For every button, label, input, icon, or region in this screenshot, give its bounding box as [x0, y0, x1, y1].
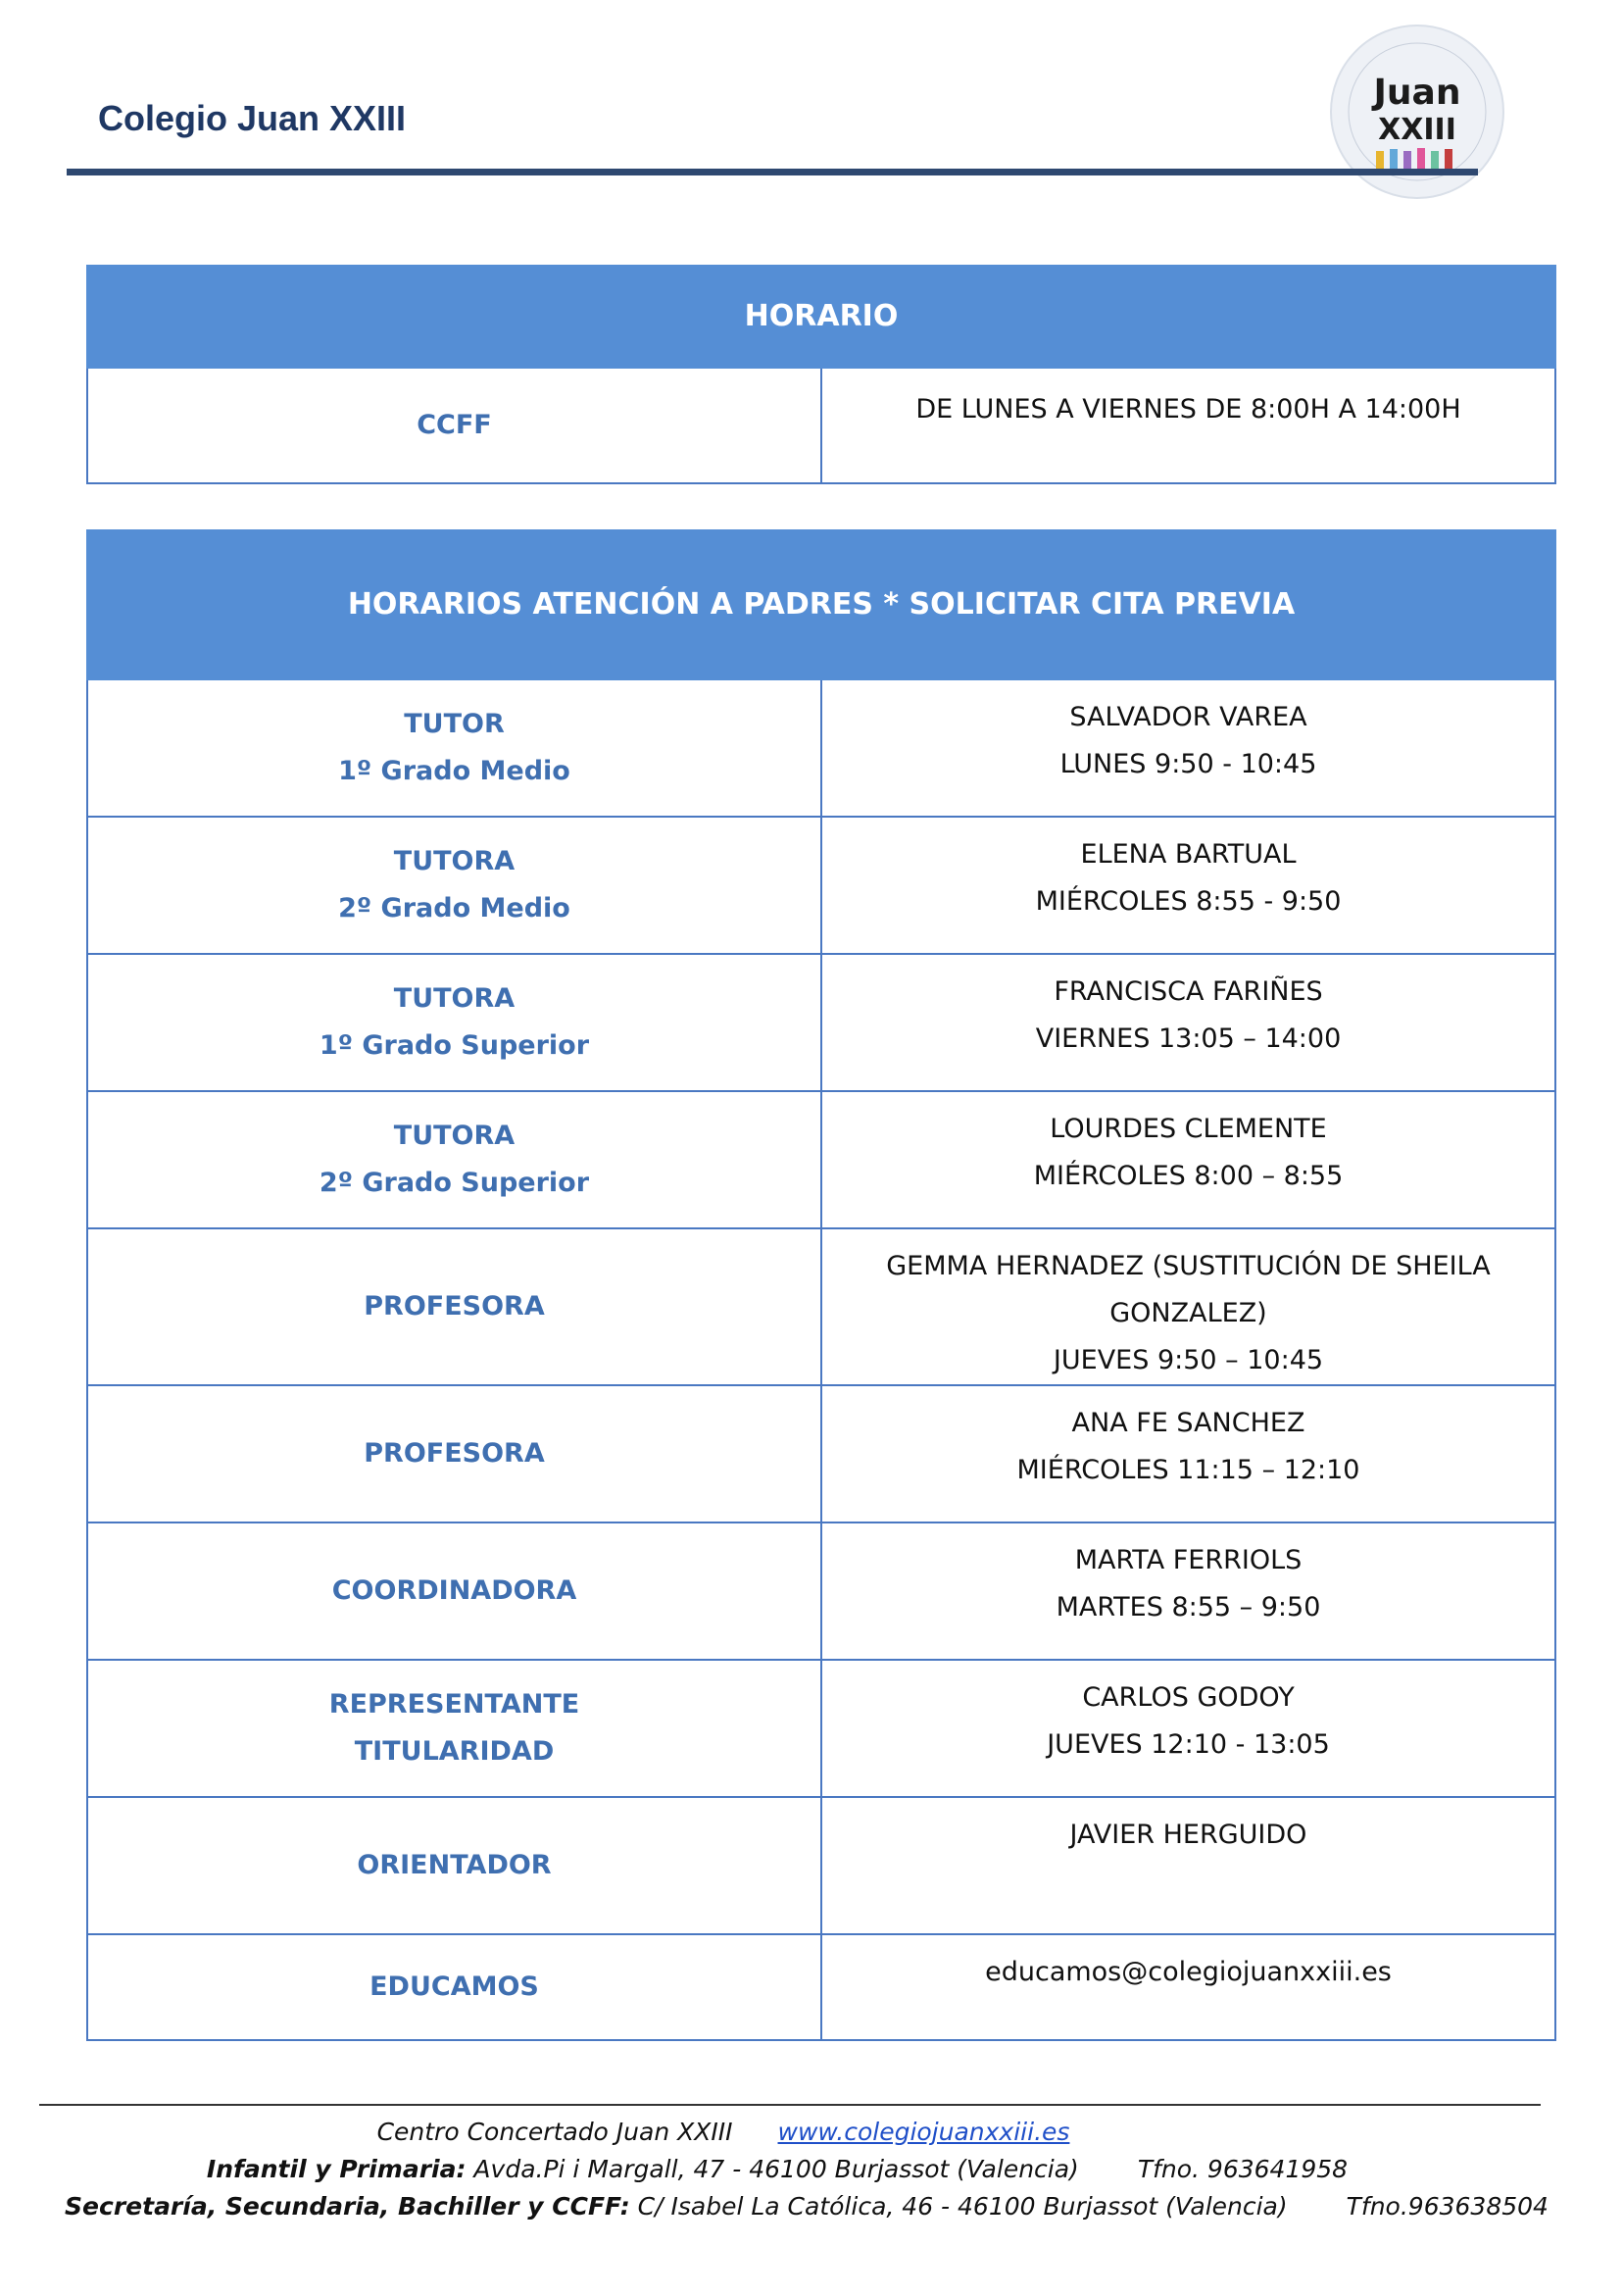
- page-footer: [0, 2114, 1623, 2225]
- row-person: FRANCISCA FARIÑES: [1054, 976, 1323, 1007]
- table-row: [87, 954, 1555, 1091]
- row-label: [87, 1660, 821, 1797]
- parent-hours-header-row: [87, 530, 1555, 679]
- table-row: [87, 1522, 1555, 1660]
- row-label-role: PROFESORA: [364, 1291, 545, 1322]
- row-value: [821, 679, 1555, 817]
- row-person: MARTA FERRIOLS: [1074, 1545, 1303, 1575]
- row-label-group: 1º Grado Medio: [338, 756, 570, 786]
- table-row: [87, 817, 1555, 954]
- row-label-role: TUTORA: [393, 1121, 516, 1151]
- footer-secretary-phone: Tfno.963638504: [1346, 2192, 1549, 2221]
- row-label: CCFF: [87, 368, 821, 483]
- row-label-role: PROFESORA: [364, 1438, 545, 1469]
- schedule-table-heading: HORARIO: [87, 266, 1555, 368]
- row-value: DE LUNES A VIERNES DE 8:00H A 14:00H: [821, 368, 1555, 483]
- parent-hours-heading: [87, 530, 1555, 679]
- row-person: ANA FE SANCHEZ: [1071, 1408, 1305, 1438]
- footer-secretary-address: C/ Isabel La Católica, 46 - 46100 Burjassot (Valencia): [629, 2192, 1288, 2221]
- footer-primary-phone: Tfno. 963641958: [1137, 2155, 1349, 2183]
- parent-hours-heading-line1: HORARIOS ATENCIÓN A PADRES: [347, 587, 873, 622]
- footer-secretary-label: Secretaría, Secundaria, Bachiller y CCFF:: [65, 2192, 630, 2221]
- row-label: [87, 817, 821, 954]
- table-row: [87, 1385, 1555, 1522]
- row-label: [87, 1522, 821, 1660]
- row-value: [821, 1522, 1555, 1660]
- footer-primary-address: Avda.Pi i Margall, 47 - 46100 Burjassot (Valencia): [466, 2155, 1079, 2183]
- row-label-role: TUTORA: [393, 983, 516, 1014]
- row-value: [821, 1385, 1555, 1522]
- footer-line-2: [0, 2151, 1623, 2188]
- footer-line-1: [0, 2114, 1623, 2151]
- table-row: [87, 679, 1555, 817]
- schedule-table-header-row: [87, 266, 1555, 368]
- row-value: [821, 1091, 1555, 1228]
- row-value: [821, 1660, 1555, 1797]
- header-divider: [67, 169, 1478, 175]
- row-label: [87, 1934, 821, 2040]
- row-time: JUEVES 9:50 – 10:45: [1053, 1345, 1324, 1375]
- row-person: LOURDES CLEMENTE: [1050, 1114, 1327, 1144]
- row-time: VIERNES 13:05 – 14:00: [1035, 1023, 1342, 1054]
- row-time: LUNES 9:50 - 10:45: [1059, 749, 1317, 779]
- row-person: JAVIER HERGUIDO: [1069, 1820, 1307, 1850]
- row-label-role: REPRESENTANTE: [328, 1689, 580, 1720]
- row-label-role: ORIENTADOR: [357, 1850, 552, 1880]
- row-label-group: TITULARIDAD: [354, 1736, 555, 1767]
- row-label: [87, 1797, 821, 1934]
- page-header-title: Colegio Juan XXIII: [98, 98, 407, 138]
- row-value: [821, 817, 1555, 954]
- row-label: [87, 1091, 821, 1228]
- row-label-group: 1º Grado Superior: [319, 1030, 590, 1061]
- row-time: JUEVES 12:10 - 13:05: [1047, 1729, 1330, 1760]
- row-value: [821, 1228, 1555, 1385]
- row-label-role: TUTORA: [393, 846, 516, 876]
- row-person: ELENA BARTUAL: [1080, 839, 1297, 870]
- row-value: [821, 1934, 1555, 2040]
- row-time: MIÉRCOLES 8:00 – 8:55: [1033, 1161, 1344, 1191]
- row-label: [87, 1228, 821, 1385]
- parent-hours-heading-line2: * SOLICITAR CITA PREVIA: [883, 587, 1296, 622]
- row-label-group: 2º Grado Medio: [338, 893, 570, 923]
- school-logo: [1319, 14, 1515, 210]
- row-time: MIÉRCOLES 11:15 – 12:10: [1016, 1455, 1360, 1485]
- row-label-role: TUTOR: [404, 709, 505, 739]
- row-label: [87, 954, 821, 1091]
- row-label-group: 2º Grado Superior: [319, 1168, 590, 1198]
- table-row: [87, 1228, 1555, 1385]
- row-person: GEMMA HERNADEZ (SUSTITUCIÓN DE SHEILA GONZALEZ): [886, 1251, 1491, 1328]
- row-label-role: EDUCAMOS: [369, 1972, 539, 2002]
- row-email[interactable]: educamos@colegiojuanxxiii.es: [985, 1957, 1392, 1987]
- schedule-table: [86, 265, 1556, 484]
- footer-center-name: Centro Concertado Juan XXIII: [376, 2118, 733, 2146]
- row-label-role: COORDINADORA: [331, 1575, 577, 1606]
- table-row: [87, 1797, 1555, 1934]
- row-label: [87, 679, 821, 817]
- row-time: MIÉRCOLES 8:55 - 9:50: [1035, 886, 1342, 917]
- row-person: CARLOS GODOY: [1082, 1682, 1295, 1713]
- table-row: [87, 1660, 1555, 1797]
- parent-hours-table: [86, 529, 1556, 2041]
- logo-roman: XXIII: [1378, 113, 1456, 147]
- table-row: [87, 1934, 1555, 2040]
- footer-primary-label: Infantil y Primaria:: [206, 2155, 467, 2183]
- footer-divider: [39, 2104, 1541, 2106]
- table-row: [87, 1091, 1555, 1228]
- footer-line-3: [0, 2188, 1623, 2225]
- row-person: SALVADOR VAREA: [1069, 702, 1307, 732]
- footer-website-link[interactable]: www.colegiojuanxxiii.es: [777, 2118, 1070, 2146]
- row-value: [821, 1797, 1555, 1934]
- logo-word: Juan: [1373, 73, 1461, 113]
- row-label: [87, 1385, 821, 1522]
- table-row: [87, 368, 1555, 483]
- row-time: MARTES 8:55 – 9:50: [1056, 1592, 1321, 1622]
- row-value: [821, 954, 1555, 1091]
